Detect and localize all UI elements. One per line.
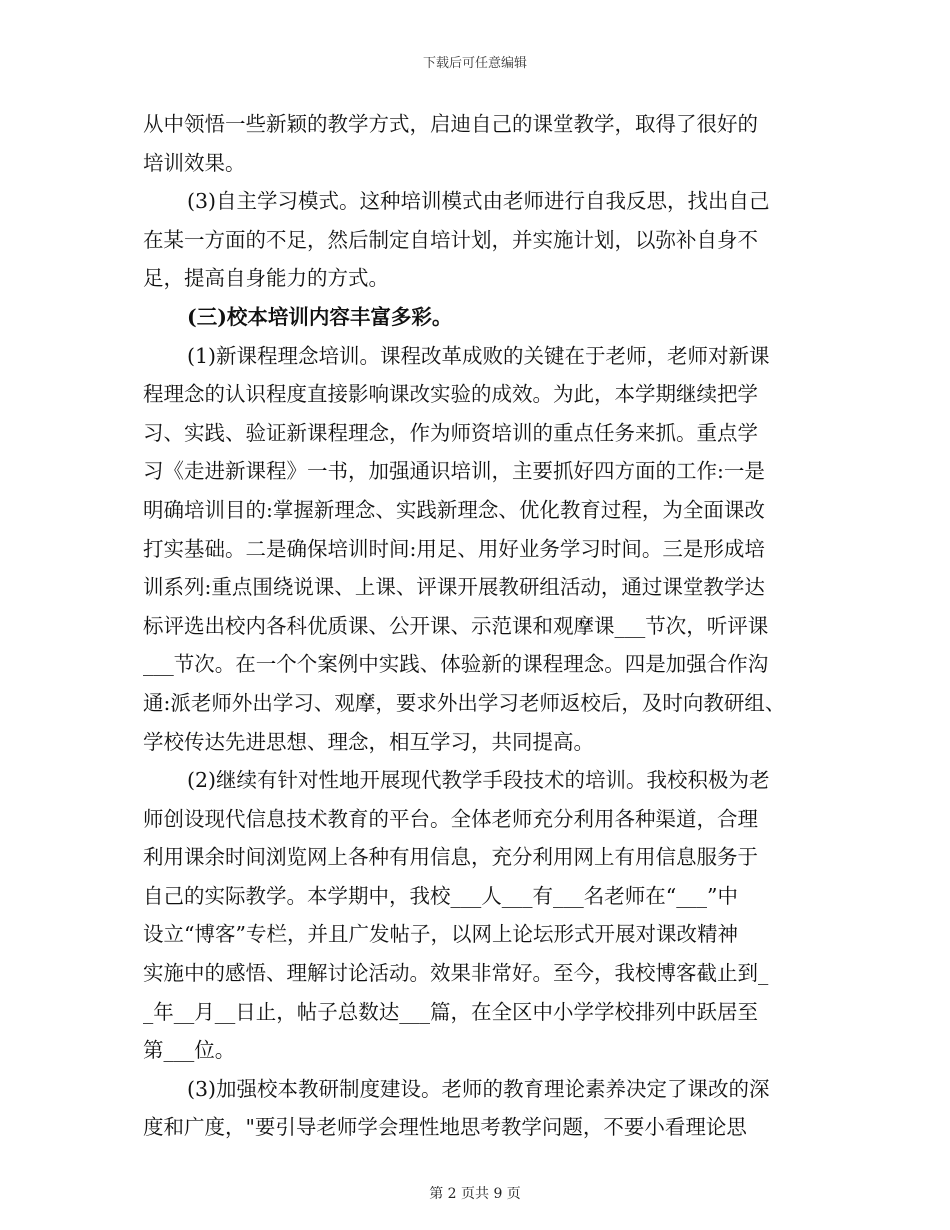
text-line: 通:派老师外出学习、观摩，要求外出学习老师返校后，及时向教研组、 [143, 690, 786, 715]
text-line: 打实基础。二是确保培训时间:用足、用好业务学习时间。三是形成培 [143, 536, 765, 561]
text-line: 学校传达先进思想、理念，相互学习，共同提高。 [143, 729, 594, 754]
page-header: 下载后可任意编辑 [422, 56, 527, 71]
document-body [143, 105, 813, 1147]
text-line: 度和广度，"要引导老师学会理性地思考教学问题，不要小看理论思 [143, 1115, 747, 1140]
text-line: 自己的实际教学。本学期中，我校___人___有___名老师在“___”中 [143, 883, 738, 908]
text-line: 从中领悟一些新颖的教学方式，启迪自己的课堂教学，取得了很好的 [143, 112, 758, 136]
text-line: (3)加强校本教研制度建设。老师的教育理论素养决定了课改的深 [187, 1076, 770, 1101]
text-line: (3)自主学习模式。这种培训模式由老师进行自我反思，找出自己 [187, 189, 770, 214]
text-line: ___节次。在一个个案例中实践、体验新的课程理念。四是加强合作沟 [143, 652, 769, 677]
text-line: 训系列:重点围绕说课、上课、评课开展教研组活动，通过课堂教学达 [143, 575, 765, 600]
text-line: 习、实践、验证新课程理念，作为师资培训的重点任务来抓。重点学 [143, 420, 758, 445]
text-line: (1)新课程理念培训。课程改革成败的关键在于老师，老师对新课 [187, 343, 770, 368]
text-line: 习《走进新课程》一书，加强通识培训，主要抓好四方面的工作:一是 [143, 459, 765, 484]
text-line: (2)继续有针对性地开展现代教学手段技术的培训。我校积极为老 [187, 768, 770, 793]
text-line: 在某一方面的不足，然后制定自培计划，并实施计划，以弥补自身不 [143, 227, 758, 252]
text-line: 实施中的感悟、理解讨论活动。效果非常好。至今，我校博客截止到_ [143, 961, 769, 986]
text-line: 设立“博客”专栏，并且广发帖子，以网上论坛形式开展对课改精神 [143, 922, 738, 947]
page-footer: 第 2 页共 9 页 [429, 1186, 521, 1202]
text-line: 师创设现代信息技术教育的平台。全体老师充分利用各种渠道，合理 [143, 806, 758, 831]
text-line: 利用课余时间浏览网上各种有用信息，充分利用网上有用信息服务于 [143, 845, 758, 870]
text-line: 程理念的认识程度直接影响课改实验的成效。为此，本学期继续把学 [143, 382, 758, 407]
text-line: _年__月__日止，帖子总数达___篇，在全区中小学学校排列中跃居至 [143, 999, 758, 1024]
section-heading: (三)校本培训内容丰富多彩。 [187, 304, 453, 329]
text-line: 足，提高自身能力的方式。 [143, 266, 389, 291]
text-line: 明确培训目的:掌握新理念、实践新理念、优化教育过程，为全面课改 [143, 497, 765, 522]
text-line: 培训效果。 [143, 150, 246, 175]
text-line: 标评选出校内各科优质课、公开课、示范课和观摩课___节次，听评课 [143, 613, 769, 638]
text-line: 第___位。 [143, 1038, 236, 1063]
